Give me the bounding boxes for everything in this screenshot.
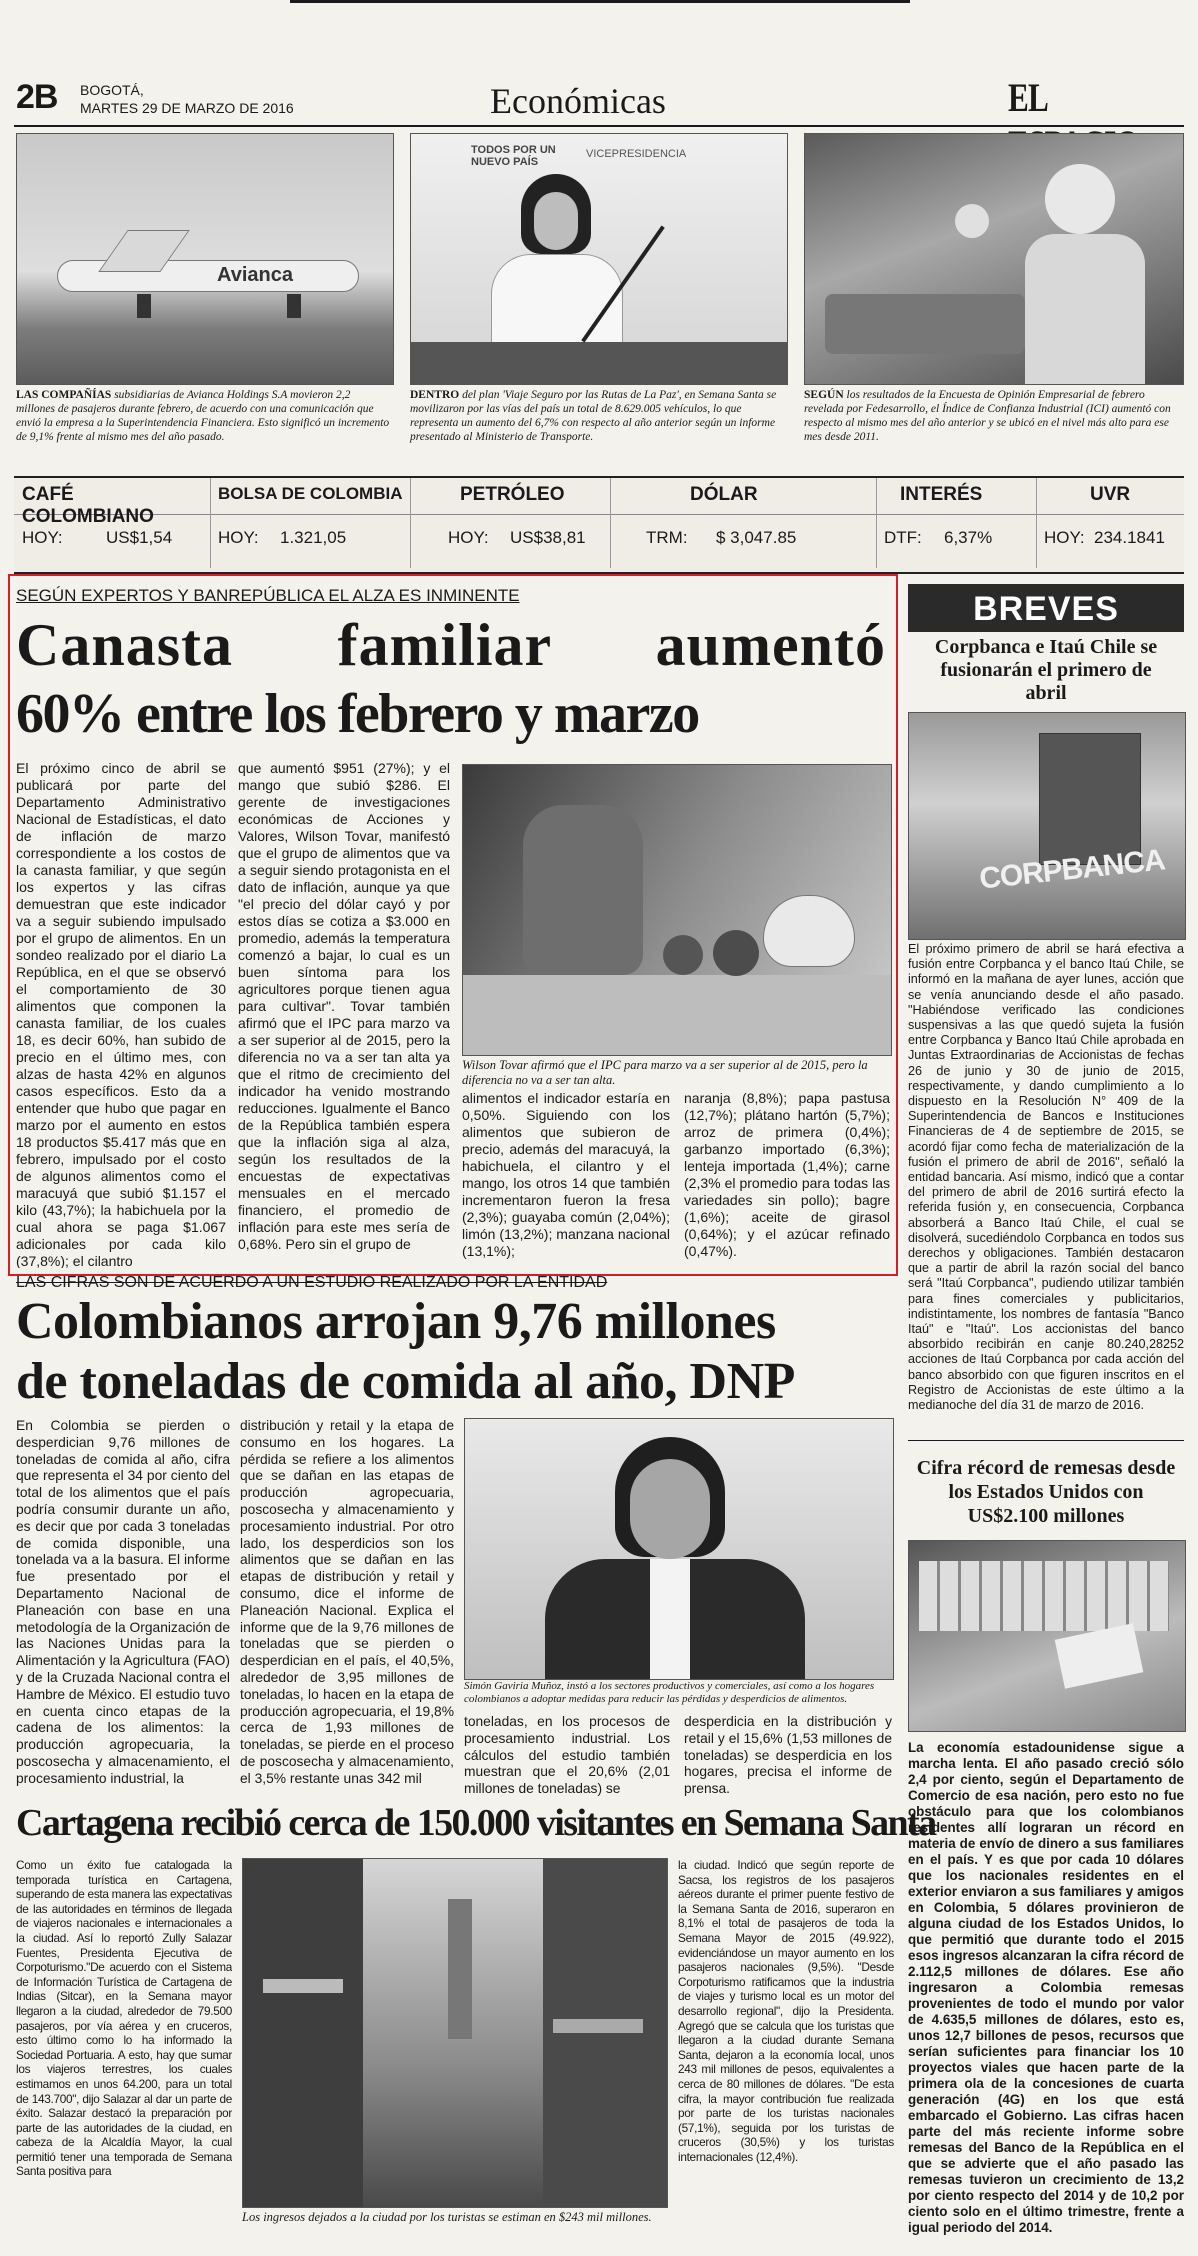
newspaper-name: EL (1008, 75, 1047, 120)
corpbanca-sign: CORPBANCA (977, 843, 1167, 896)
market-name: PETRÓLEO (460, 484, 565, 505)
market-uvr (1036, 478, 1184, 568)
market-value: 234.1841 (1094, 528, 1165, 547)
breves-title: BREVES (973, 590, 1119, 628)
article1-col2: que aumentó $951 (27%); y el mango que subió $286. El gerente de investigaciones económicas de Acciones y Valores, Wilson Tovar, manifestó que el grupo de alimentos que va a seguir siendo protagonista en el dato de inflación, aunque ya que "el precio del dólar cayó y por estos días se cotiza a $3.000 en promedio, además la temperatura comenzó a bajar, lo cual es un buen síntoma para los agricultores porque tienen agua para cultivar". Tovar también afirmó que el IPC para marzo va a ser superior al de 2015, pero la diferencia no va a ser tan alta ya que el ritmo de crecimiento del indicador ha venido mostrando reducciones. Igualmente el Banco de la República también espera que la inflación siga al alza, según los resultados de la encuestas de expectativas mensuales en el mercado financiero, el promedio de inflación para este mes sería de 0,68%. Pero sin el grupo de (238, 760, 450, 1252)
airplane-caption: LAS COMPAÑÍAS subsidiarias de Avianca Holdings S.A movieron 2,2 millones de pasajeros durante febrero, de acuerdo con una comunicación que envió la empresa a la Superintendencia Financiera. Esto significó un incremento de 9,1% frente al mismo mes del año pasado. (16, 389, 390, 443)
factory-caption: SEGÚN los resultados de la Encuesta de Opinión Empresarial de febrero revelada por Fedesarrollo, el Índice de Confianza Industrial (ICI) aumentó con respecto al mismo mes del año anterior y se ubicó en el nivel más alto para ese mes desde 2011. (804, 389, 1171, 443)
speaker-photo (410, 133, 788, 385)
article2-col2: distribución y retail y la etapa de consumo en los hogares. La pérdida se refiere a los alimentos que se dañan en las etapas de producción agropecuaria, poscosecha y almacenamiento y procesamiento industrial. Por otro lado, los desperdicios son los alimentos que se dañan en las etapas de distribución y retail y consumo, dice el informe de Planeación Nacional. Explica el informe que de la 9,76 millones de toneladas que se pierden o desperdician en el país, el 40,5%, alrededor de 3,95 millones de toneladas, lo hacen en la etapa de producción agropecuaria, el 19,8% cerca de 1,93 millones de toneladas, se pierde en el proceso de poscosecha y almacenamiento, el 3,5% restante unas 342 mil (240, 1418, 454, 1786)
breves-item1-text: El próximo primero de abril se hará efectiva a fusión entre Corpbanca y el banco Itaú Chile, se informó en la mañana de ayer lunes, acción que se venía anunciando desde el año pasado. "Habiéndose verificado las condiciones suspensivas a las que quedó sujeta la fusión entre Corpbanca y Banco Itaú Chile aprobada en Juntas Extraordinarias de Accionistas de fechas 26 de junio y 30 de junio de 2015, respectivamente, y dando cumplimiento a lo dispuesto en la Resolución N° 409 de la Superintendencia de Bancos e Instituciones Financieras de 4 de septiembre de 2015, se acordó fijar como fecha de materialización de la fusión el primero de abril de 2016", señaló la entidad bancaria. Así mismo, indicó que a contar del primero de abril de 2016 surtirá efecto la referida fusión y, en consecuencia, Corpbanca absorberá a Banco Itaú Chile, el cual se disolverá, sucediéndolo Corpbanca en todos sus derechos y obligaciones. También destacaron que a partir de abril la razón social del banco será "Itaú Corpbanca", pudiendo utilizar también para fines comerciales y publicitarios, indistintamente, los nombres de fantasía "Banco Itaú" e "Itaú". Los accionistas del banco absorbido recibirán en canje 80.240,28252 acciones de Itaú Corpbanca por cada acción del banco absorbido con que figuren inscritos en el Registro de Accionistas de este último a la medianoche del día 31 de marzo de 2016. (908, 942, 1184, 1413)
corpbanca-photo (908, 712, 1186, 940)
breves-item1-title: Corpbanca e Itaú Chile se fusionarán el primero de abril (934, 636, 1158, 704)
market-value: US$38,81 (510, 528, 586, 547)
market-label: HOY: (1044, 528, 1085, 547)
article1-col4: naranja (8,8%); papa pastusa (12,7%); plátano hartón (5,7%); arroz de primera (0,4%); garbanzo importado (6,3%); lenteja importada (1,4%); carne (2,3% el promedio para todas las variedades sin pollo); bagre (1,6%); aceite de girasol (0,64%); y el azúcar refinado (0,47%). (684, 1090, 890, 1259)
airplane-photo (16, 133, 394, 385)
speaker-caption: DENTRO del plan 'Viaje Seguro por las Rutas de La Paz', en Semana Santa se movilizaron por las vías del país un total de 8.629.005 vehículos, lo que representa un aumento del 6,7% con respecto al año anterior según un informe presentado al Ministerio de Transporte. (410, 389, 777, 443)
market-dollar (610, 478, 877, 568)
banner-text: TODOS POR UN NUEVO PAÍS (471, 144, 556, 168)
breves-divider (908, 1440, 1184, 1441)
cartagena-photo (242, 1858, 668, 2208)
article2-kicker: LAS CIFRAS SON DE ACUERDO A UN ESTUDIO REALIZADO POR LA ENTIDAD (16, 1274, 608, 1291)
top-rule (290, 0, 910, 3)
section-title: Económicas (490, 81, 666, 121)
article2-headline-line1: Colombianos arrojan 9,76 millones (16, 1293, 776, 1350)
market-label: TRM: (646, 528, 688, 547)
breves-item2-text: La economía estadounidense sigue a marcha lenta. El año pasado creció sólo 2,4 por ciento, según el Departamento de Comercio de esa nación, pero esto no fue obstáculo para que los colombianos residentes allí lograran un récord en materia de envío de dinero a sus familiares en el país. Y es que por cada 10 dólares que los nacionales residentes en el exterior enviaron a sus familiares y amigos en Colombia, 5 dólares provinieron de alguna ciudad de los Estados Unidos, lo que permitió que durante todo el 2015 esos ingresos alcanzaran la cifra récord de 2.112,5 millones de dólares. Ese año ingresaron a Colombia remesas provenientes de todo el mundo por valor de 4.635,5 millones de dólares, esto es, unos 12,7 billones de pesos, recursos que serían suficientes para financiar los 10 proyectos viales que hacen parte de la primera ola de la concesiones de cuarta generación (4G) en los que está embarcado el Gobierno. Las cifras hacen parte del más reciente informe sobre remesas del Banco de la República en el que se advierte que el año pasado las remesas tuvieron un crecimiento de 13,2 por ciento respecto del 2014 y de 10,2 por ciento solo en el último trimestre, frente a igual periodo del 2014. (908, 1740, 1184, 2235)
market-value: 1.321,05 (280, 528, 347, 547)
market-value: US$1,54 (106, 528, 173, 547)
market-name: CAFÉ COLOMBIANO (22, 484, 154, 527)
food-caption: Wilson Tovar afirmó que el IPC para marzo va a ser superior al de 2015, pero la diferencia no va a ser tan alta. (462, 1058, 868, 1087)
article1-headline-line2: 60% entre los febrero y marzo (16, 683, 699, 745)
market-interest (876, 478, 1037, 568)
article1-kicker: SEGÚN EXPERTOS Y BANREPÚBLICA EL ALZA ES INMINENTE (16, 586, 520, 605)
market-name: INTERÉS (900, 484, 983, 505)
market-name: DÓLAR (690, 484, 758, 505)
market-value: 6,37% (944, 528, 993, 547)
article2-headline-line2: de toneladas de comida al año, DNP (16, 1353, 795, 1410)
market-oil (410, 478, 611, 568)
food-photo (462, 764, 892, 1056)
article3-col1: Como un éxito fue catalogada la temporada turística en Cartagena, superando de esta manera las expectativas de las autoridades en términos de llegada de viajeros nacionales e internacionales a la ciudad. Así lo reportó Zully Salazar Fuentes, Presidenta Ejecutiva de Corpoturismo."De acuerdo con el Sistema de Información Turística de Cartagena de Indias (Sitcar), en la Semana mayor llegaron a la ciudad, alrededor de 79.500 pasajeros, por vía aérea y en cruceros, esto último como lo ha informado la Sociedad Portuaria. A esto, hay que sumar los viajeros terrestres, los cuales estimamos en unos 64.200, para un total de 143.700", dijo Salazar al dar un parte de éxito. Salazar destacó la preparación por parte de las autoridades de la ciudad, en cabeza de la Alcaldía Mayor, la cual permitió tener una temporada de Semana Santa positiva para (16, 1858, 232, 2179)
article1-col3: alimentos el indicador estaría en 0,50%. Siguiendo con los alimentos que subieron de precio, además del maracuyá, la habichuela, el cilantro y el mango, los otros 14 que también incrementaron fueron la fresa (2,3%); guayaba común (2,04%); limón (13,2%); manzana nacional (13,1%); (462, 1090, 670, 1259)
masthead-rule (14, 125, 1184, 127)
page-number: 2B (16, 78, 58, 116)
market-name: BOLSA DE COLOMBIA (218, 484, 403, 503)
dateline-city: BOGOTÁ, (80, 82, 144, 98)
dateline-date: MARTES 29 DE MARZO DE 2016 (80, 100, 294, 116)
factory-photo (804, 133, 1184, 385)
market-value: $ 3,047.85 (716, 528, 797, 547)
cartagena-caption: Los ingresos dejados a la ciudad por los turistas se estiman en $243 mil millones. (242, 2210, 652, 2224)
market-label: HOY: (22, 528, 63, 547)
banner-text-2: VICEPRESIDENCIA (586, 148, 687, 160)
minister-caption: Simón Gaviria Muñoz, instó a los sectores productivos y comerciales, así como a los hogares colombianos a adoptar medidas para reducir las pérdidas y desperdicios de alimentos. (464, 1680, 875, 1705)
article1-col1: El próximo cinco de abril se publicará por parte del Departamento Administrativo Nacional de Estadísticas, el dato de inflación de marzo correspondiente a los costos de la canasta familiar, y que según los expertos y las cifras demuestran que este indicador va a seguir subiendo impulsado por el grupo de alimentos. En un sondeo realizado por el diario La República, en el que se observó el comportamiento de 30 alimentos que componen la canasta familiar, de los cuales 18, es decir 60%, han subido de precio en el último mes, con alzas de hasta 42% en algunos casos específicos. Esto da a entender que hubo que pagar en marzo por el aumento en estos 18 productos $5.417 más que en febrero, impulsado por el costo de algunos alimentos como el maracuyá que subió $1.157 el kilo (43,7%); la habichuela por la cual ahora se paga $1.067 adicionales por cada kilo (37,8%); el cilantro (16, 760, 226, 1268)
article2-col4: desperdicia en la distribución y retail y el 15,6% (1,53 millones de toneladas) se desperdicia en los hogares, precisa el informe de prensa. (684, 1714, 892, 1797)
market-label: DTF: (884, 528, 922, 547)
breves-item2-title: Cifra récord de remesas desde los Estados Unidos con US$2.100 millones (916, 1457, 1176, 1527)
market-name: UVR (1090, 484, 1131, 505)
article1-headline-line1: Canasta familiar aumentó (16, 612, 886, 678)
market-coffee (14, 478, 211, 568)
minister-photo (464, 1418, 894, 1680)
article3-col2: la ciudad. Indicó que según reporte de Sacsa, los registros de los pasajeros aéreos durante el primer puente festivo de la Semana Santa de 2016, superaron en 8,1% el total de pasajeros de toda la Semana Mayor de 2015 (49.922), evidenciándose un mayor aumento en los pasajeros nacionales (9,5%). "Desde Corpoturismo ratificamos que la industria de viajes y turismo local es un motor del desarrollo regional", dijo la Presidenta. Agregó que se calcula que los turistas que llegaron a la ciudad durante Semana Santa, dejaron a la economía local, unos 243 mil millones de pesos, equivalentes a cerca de 80 millones de dólares. "De esta cifra, la mayor contribución fue realizada por parte de los turistas nacionales (57,1%), seguida por los turistas de cruceros (30,5%) y los turistas internacionales (12,4%). (678, 1858, 894, 2164)
market-stock (210, 478, 411, 568)
airplane-logo: Avianca (217, 264, 293, 286)
article2-col3: toneladas, en los procesos de procesamiento industrial. Los cálculos del estudio también muestran que el 20,6% (2,01 millones de toneladas) se (464, 1714, 670, 1797)
market-label: HOY: (448, 528, 489, 547)
keyboard-photo (908, 1540, 1186, 1732)
market-label: HOY: (218, 528, 259, 547)
breves-header (908, 584, 1184, 632)
article2-col1: En Colombia se pierden o desperdician 9,76 millones de toneladas de comida al año, cifra que representa el 34 por ciento del total de los alimentos que el país podría consumir durante un año, es decir que por cada 3 toneladas de comida disponible, una tonelada va a la basura. El informe fue presentado por el Departamento Nacional de Planeación con base en una metodología de la Organización de las Naciones Unidas para la Alimentación y la Agricultura (FAO) y de la Cruzada Nacional contra el Hambre de México. El estudio tuvo en cuenta cinco etapas de la cadena de los alimentos: la producción agropecuaria, la poscosecha y almacenamiento, el procesamiento industrial, la (16, 1418, 230, 1786)
article3-headline: Cartagena recibió cerca de 150.000 visitantes en Semana Santa (16, 1802, 936, 1844)
